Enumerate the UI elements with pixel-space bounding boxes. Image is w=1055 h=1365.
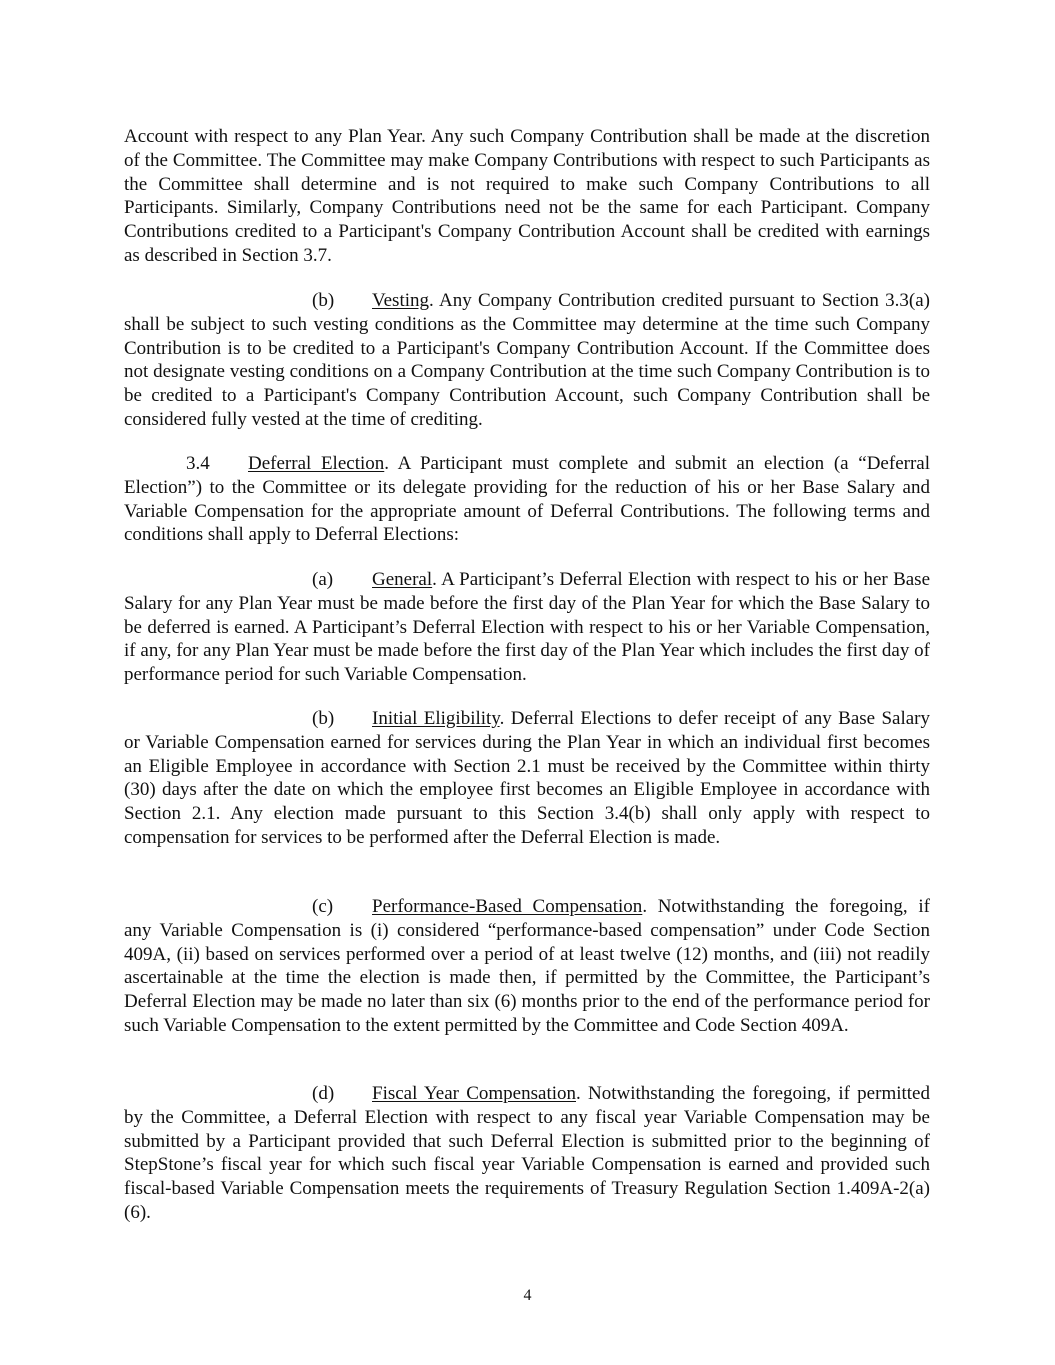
- subsection-number: (a): [312, 569, 334, 590]
- paragraph-text: . Deferral Elections to defer receipt of any Base Salary or Variable Compensation earned for services during the Plan Year in which an individual first becomes an Eligible Employee in accordance with Section 2.1 must be received by the Committee within thirty (30) days after the date on which the employee first becomes an Eligible Employee in accordance with Section 2.1. Any election made pursuant to this Section 3.4(b) shall only apply with respect to compensation for services to be performed after the Deferral Election is made.: [124, 708, 931, 848]
- subsection-number: (b): [312, 708, 335, 729]
- paragraph-text: . A Participant must complete and submit an election (a “Deferral Election”) to the Committee or its delegate providing for the reduction of his or her Base Salary and Variable Compensation for the appropriate amount of Deferral Contributions. The following terms and conditions shall apply to Deferral Elections:: [124, 453, 930, 546]
- paragraph-3-4-deferral-election: [124, 452, 930, 547]
- section-heading: Deferral Election: [248, 453, 385, 474]
- paragraph-text: . Notwithstanding the foregoing, if any Variable Compensation is (i) considered “performance-based compensation” under Code Section 409A, (ii) based on services performed over a period of at least twelve (12) months, and (iii) not readily ascertainable at the time the election is made then, if permitted by the Committee, the Participant’s Deferral Election may be made no later than six (6) months prior to the end of the performance period for such Variable Compensation to the extent permitted by the Committee and Code Section 409A.: [124, 896, 930, 1036]
- paragraph-company-contribution-continued: [124, 125, 930, 268]
- subsection-heading: General: [372, 569, 433, 590]
- paragraph-3-4-b-initial-eligibility: [124, 707, 930, 850]
- paragraph-text: . Any Company Contribution credited pursuant to Section 3.3(a) shall be subject to such vesting conditions as the Committee may determine at the time such Company Contribution is to be credited to a Participant's Company Contribution Account. If the Committee does not designate vesting conditions on a Company Contribution at the time such Company Contribution is to be credited to a Participant's Company Contribution Account, such Company Contribution shall be considered fully vested at the time of crediting.: [124, 290, 930, 430]
- page-number: 4: [523, 1287, 532, 1304]
- paragraph-3-3-b-vesting: [124, 289, 930, 432]
- paragraph-text: Account with respect to any Plan Year. Any such Company Contribution shall be made at the discretion of the Committee. The Committee may make Company Contributions with respect to such Participants as the Committee shall determine and is not required to make such Company Contributions to all Participants. Similarly, Company Contributions need not be the same for each Participant. Company Contributions credited to a Participant's Company Contribution Account shall be credited with earnings as described in Section 3.7.: [124, 126, 930, 266]
- subsection-number: (b): [312, 290, 335, 311]
- paragraph-3-4-a-general: [124, 568, 930, 687]
- paragraph-text: . Notwithstanding the foregoing, if permitted by the Committee, a Deferral Election with respect to any fiscal year Variable Compensation may be submitted by a Participant provided that such Deferral Election is submitted prior to the beginning of StepStone’s fiscal year for which such fiscal year Variable Compensation is earned and provided such fiscal-based Variable Compensation meets the requirements of Treasury Regulation Section 1.409A-2(a)(6).: [124, 1083, 930, 1223]
- paragraph-3-4-d-fiscal-year: [124, 1082, 930, 1225]
- subsection-number: (d): [312, 1083, 335, 1104]
- subsection-number: (c): [312, 896, 334, 917]
- section-number: 3.4: [186, 453, 210, 474]
- subsection-heading: Initial Eligibility: [372, 708, 500, 729]
- subsection-heading: Vesting: [372, 290, 429, 311]
- subsection-heading: Fiscal Year Compensation: [372, 1083, 576, 1104]
- subsection-heading: Performance-Based Compensation: [372, 896, 643, 917]
- paragraph-text: . A Participant’s Deferral Election with respect to his or her Base Salary for any Plan Year must be made before the first day of the Plan Year for which the Base Salary to be deferred is earned. A Participant’s Deferral Election with respect to his or her Variable Compensation, if any, for any Plan Year must be made before the first day of the Plan Year which includes the first day of performance period for such Variable Compensation.: [124, 569, 930, 686]
- paragraph-3-4-c-performance-based: [124, 895, 930, 1038]
